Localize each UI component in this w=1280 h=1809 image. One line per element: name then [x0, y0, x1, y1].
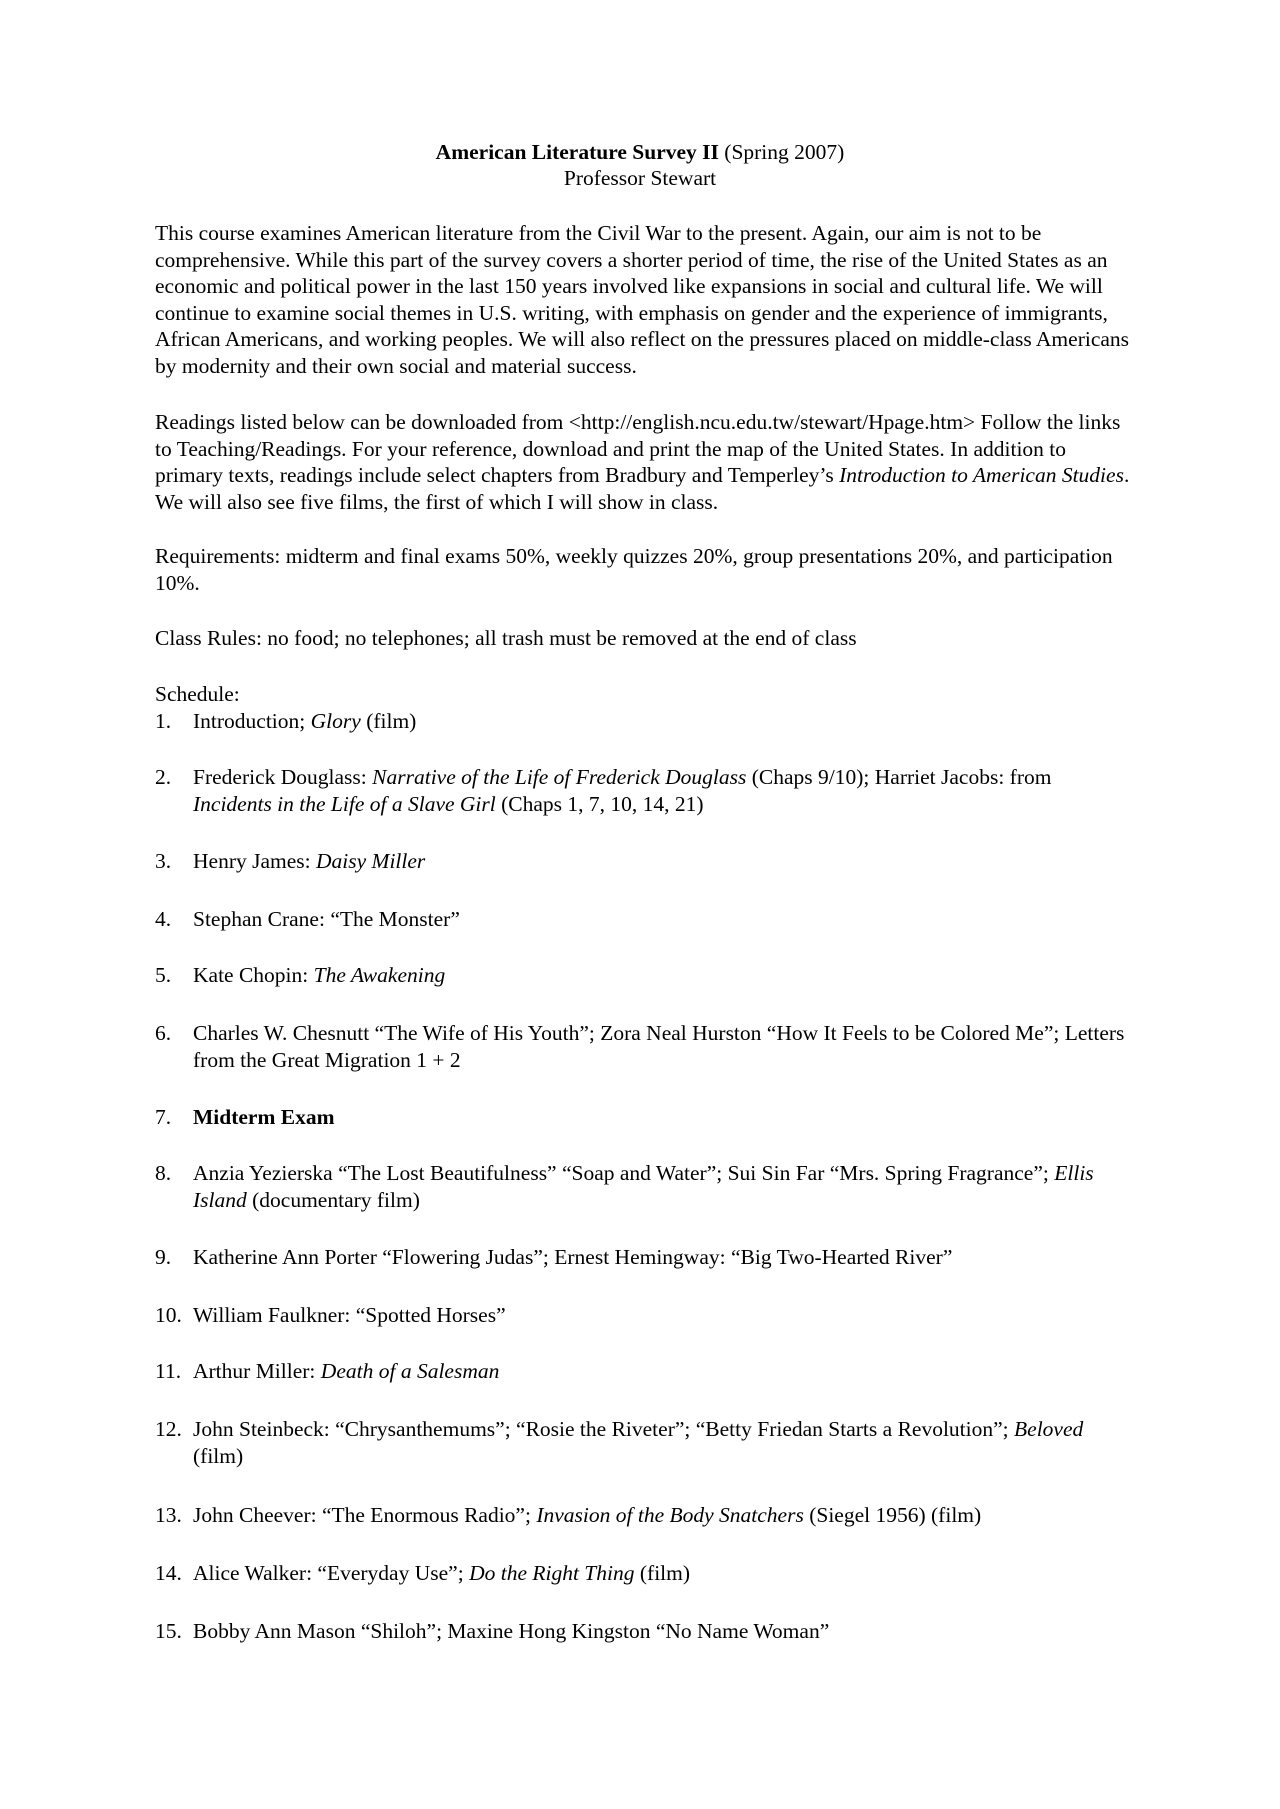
item-title: Do the Right Thing [469, 1561, 635, 1585]
item-title: Glory [310, 709, 361, 733]
item-number: 9. [155, 1245, 172, 1269]
item-title: Narrative of the Life of Frederick Douglass [372, 765, 747, 789]
item-number: 13. [155, 1503, 182, 1527]
item-text-part: Frederick Douglass: [193, 765, 373, 789]
item-text-part: (Siegel 1956) (film) [803, 1503, 982, 1527]
item-title: Daisy Miller [316, 849, 426, 873]
course-title-bold: American Literature Survey II [435, 140, 719, 164]
item-title: Death of a Salesman [320, 1359, 500, 1383]
item-text: William Faulkner: “Spotted Horses” [193, 1303, 506, 1327]
item-text [193, 1502, 1133, 1529]
item-text [193, 1416, 1133, 1469]
item-number: 11. [155, 1359, 182, 1383]
item-text-part: (documentary film) [246, 1187, 420, 1212]
course-term: (Spring 2007) [718, 140, 845, 164]
item-title: Beloved [1014, 1417, 1084, 1441]
readings-paragraph [155, 409, 1135, 515]
item-text [193, 848, 1133, 875]
item-text-part: Anzia Yezierska “The Lost Beautifulness” “Soap and Water”; Sui Sin Far “Mrs. Spring Fragrance”; [193, 1161, 1055, 1185]
item-text [193, 962, 1133, 989]
item-text-part: Henry James: [193, 849, 316, 873]
item-text [193, 1358, 1133, 1385]
item-text [193, 1560, 1133, 1587]
item-text: Stephan Crane: “The Monster” [193, 907, 460, 931]
item-title: Invasion of the Body Snatchers [536, 1503, 804, 1527]
item-number: 4. [155, 907, 172, 931]
item-number: 15. [155, 1619, 182, 1643]
item-number: 12. [155, 1417, 182, 1441]
item-number: 1. [155, 709, 172, 733]
item-text-part: (Chaps 1, 7, 10, 14, 21) [495, 791, 704, 816]
professor-name: Professor Stewart [563, 166, 717, 190]
readings-book-title: Introduction to American Studies [839, 463, 1124, 487]
item-text-part: (Chaps 9/10); Harriet Jacobs: from [746, 765, 1052, 789]
midterm-exam-label: Midterm Exam [193, 1105, 335, 1129]
schedule-label: Schedule: [155, 682, 240, 706]
item-number: 5. [155, 963, 172, 987]
course-description: This course examines American literature from the Civil War to the present. Again, our aim is not to be comprehensive. While this part of the survey covers a shorter period of time, the rise of the United States as an economic and political power in the last 150 years involved like expansions in social and cultural life. We will continue to examine social themes in U.S. writing, with emphasis on gender and the experience of immigrants, African Americans, and working peoples. We will also reflect on the pressures placed on middle-class Americans by modernity and their own social and material success. [155, 221, 1130, 378]
item-text-part: John Cheever: “The Enormous Radio”; [193, 1503, 537, 1527]
item-text: Katherine Ann Porter “Flowering Judas”; Ernest Hemingway: “Big Two-Hearted River” [193, 1245, 953, 1269]
item-text-part: Kate Chopin: [193, 963, 314, 987]
item-number: 8. [155, 1161, 172, 1185]
item-text-part: (film) [634, 1561, 691, 1585]
item-text-part: Introduction; [193, 709, 311, 733]
course-title [0, 139, 1280, 166]
item-number: 3. [155, 849, 172, 873]
item-text [193, 1104, 1133, 1131]
item-number: 2. [155, 765, 172, 789]
item-text [193, 1160, 1133, 1213]
item-text [193, 764, 1133, 817]
class-rules-paragraph: Class Rules: no food; no telephones; all trash must be removed at the end of class [155, 626, 857, 650]
readings-text-b: . We will also see five films, the first of which I will show in class. [155, 463, 1130, 514]
item-text: Bobby Ann Mason “Shiloh”; Maxine Hong Kingston “No Name Woman” [193, 1619, 830, 1643]
item-number: 7. [155, 1105, 172, 1129]
item-text-part: (film) [360, 709, 417, 733]
item-title: Incidents in the Life of a Slave Girl [193, 791, 496, 816]
item-text-part: John Steinbeck: “Chrysanthemums”; “Rosie the Riveter”; “Betty Friedan Starts a Revolution”; [193, 1417, 1015, 1441]
item-text-part: Alice Walker: “Everyday Use”; [193, 1561, 470, 1585]
item-title: Ellis Island [193, 1161, 1094, 1212]
item-text [193, 708, 1133, 735]
item-number: 6. [155, 1021, 172, 1045]
item-title: The Awakening [313, 963, 446, 987]
requirements-paragraph: Requirements: midterm and final exams 50%, weekly quizzes 20%, group presentations 20%, and participation 10%. [155, 544, 1113, 595]
item-text-part: (film) [193, 1443, 244, 1468]
item-text-part: Arthur Miller: [193, 1359, 321, 1383]
item-text: Charles W. Chesnutt “The Wife of His Youth”; Zora Neal Hurston “How It Feels to be Colored Me”; Letters from the Great Migration 1 + 2 [193, 1021, 1125, 1072]
readings-text-a: Readings listed below can be downloaded from <http://english.ncu.edu.tw/stewart/Hpage.htm> Follow the links to Teaching/Readings. For your reference, download and print the map of the United States. In addition to primary texts, readings include select chapters from Bradbury and Temperley’s [155, 410, 1121, 487]
item-number: 14. [155, 1561, 182, 1585]
item-number: 10. [155, 1303, 182, 1327]
